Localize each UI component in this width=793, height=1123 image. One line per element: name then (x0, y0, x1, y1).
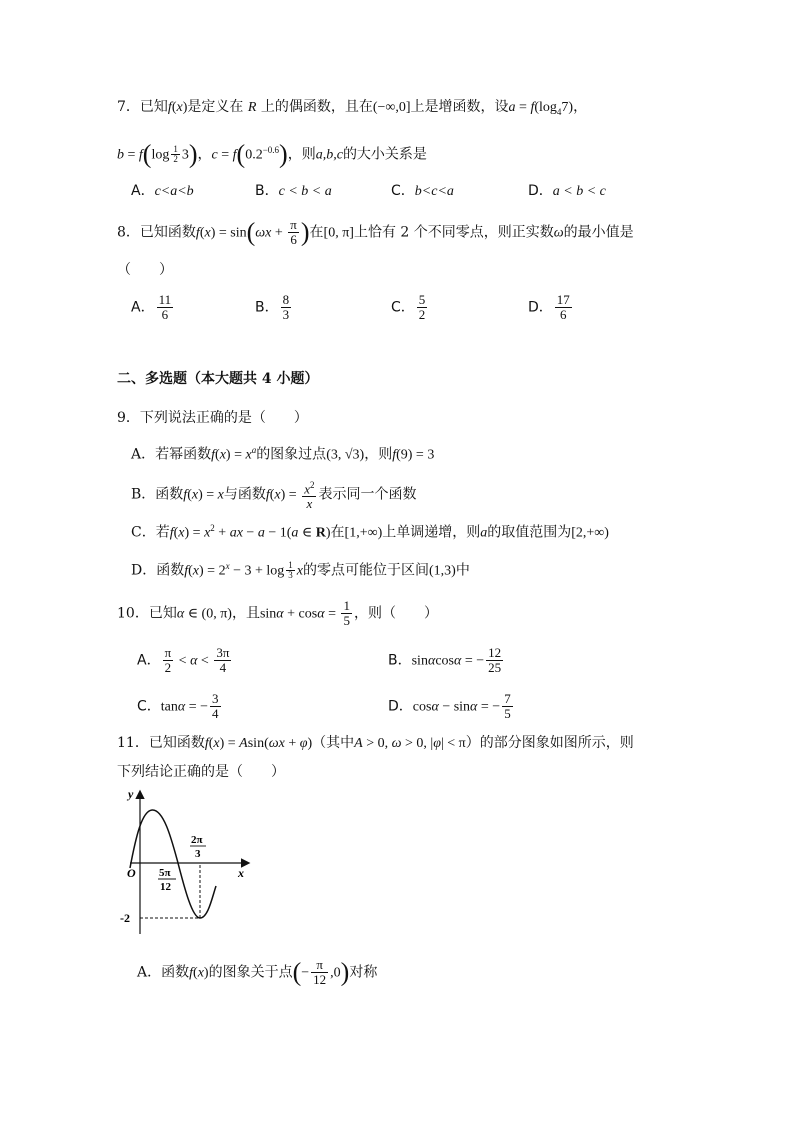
q11-graph (112, 786, 252, 936)
q10-option-d[interactable]: D．cosα − sinα = − $\frac{7}{5}$ (388, 691, 511, 721)
x-label: x (238, 866, 244, 880)
q8-blank: （ ） (117, 262, 173, 278)
q11-option-a[interactable]: A．函数f(x)的图象关于点(− $\frac{\pi}{12}$ ,0)对称 (137, 957, 378, 987)
q9-option-c[interactable]: C．若$f(x) = x^2$ + ax − a − 1(a ∈ R)在[1,+∞)上单调递增，则a的取值范围为[2,+∞) (131, 523, 609, 541)
q11-stem: 11．已知函数f(x) = Asin(ωx + φ)（其中A > 0, ω > 0, |φ| < π）的部分图象如图所示，则 (117, 735, 634, 751)
q10-option-a[interactable]: A． $\frac{\pi}{2}$ < α < $\frac{3\pi}{4}$ (137, 645, 230, 675)
q7-option-b[interactable]: B．c < b < a (255, 183, 332, 199)
section-title: 二、多选题（本大题共 4 小题） (117, 371, 319, 387)
q8-option-d[interactable]: D． $\frac{17}{6}$ (528, 292, 570, 322)
q10-option-c[interactable]: C．tanα = − $\frac{3}{4}$ (137, 691, 219, 721)
sine-curve (130, 810, 216, 918)
q7-option-a[interactable]: A．c<a<b (131, 183, 194, 199)
origin-label: O (127, 866, 136, 880)
q9-option-a[interactable]: A．若幂函数$f(x) = x^a$的图象过点(3, √3)，则f(9) = 3 (131, 445, 435, 463)
mark1-den: 12 (160, 881, 171, 893)
q8-option-a[interactable]: A． $\frac{11}{6}$ (131, 292, 172, 322)
q7-line2: b = f(log $\frac{1}{2}$ 3)，$c = f(0.2^{-0.6})$，则a,b,c的大小关系是 (117, 139, 427, 169)
q9-option-d[interactable]: D．函数$f(x) = 2^x - 3 + \log$ $\frac{1}{3}$ x的零点可能位于区间(1,3)中 (131, 560, 470, 581)
q7-line1: 7．已知f(x)是定义在 R 上的偶函数，且在(−∞,0]上是增函数，设$a = f(\log_47)$， (117, 99, 588, 117)
q11-stem-line2: 下列结论正确的是（ ） (117, 764, 285, 780)
mark2-num: 2π (191, 834, 203, 846)
y-label: y (128, 787, 134, 801)
q7-option-d[interactable]: D．a < b < c (528, 183, 606, 199)
q9-option-b[interactable]: B．函数f(x) = x与函数f(x) = $\frac{x^2}{x}$ 表示同一个函数 (131, 480, 417, 512)
q7-option-c[interactable]: C．b<c<a (391, 183, 454, 199)
q10-option-b[interactable]: B．sinαcosα = − $\frac{12}{25}$ (388, 645, 502, 675)
q8-option-c[interactable]: C． $\frac{5}{2}$ (391, 292, 426, 322)
mark2-den: 3 (195, 848, 201, 860)
q9-stem: 9．下列说法正确的是（ ） (117, 410, 308, 426)
q8-stem: 8．已知函数f(x) = sin(ωx + $\frac{\pi}{6}$ )在[0, π]上恰有 2 个不同零点，则正实数ω的最小值是 (117, 217, 634, 247)
min-label: -2 (120, 911, 130, 925)
q8-option-b[interactable]: B． $\frac{8}{3}$ (255, 292, 290, 322)
q10-stem: 10．已知α ∈ (0, π)，且sinα + cosα = $\frac{1}{5}$ ，则（ ） (117, 598, 438, 628)
mark1-num: 5π (159, 867, 171, 879)
